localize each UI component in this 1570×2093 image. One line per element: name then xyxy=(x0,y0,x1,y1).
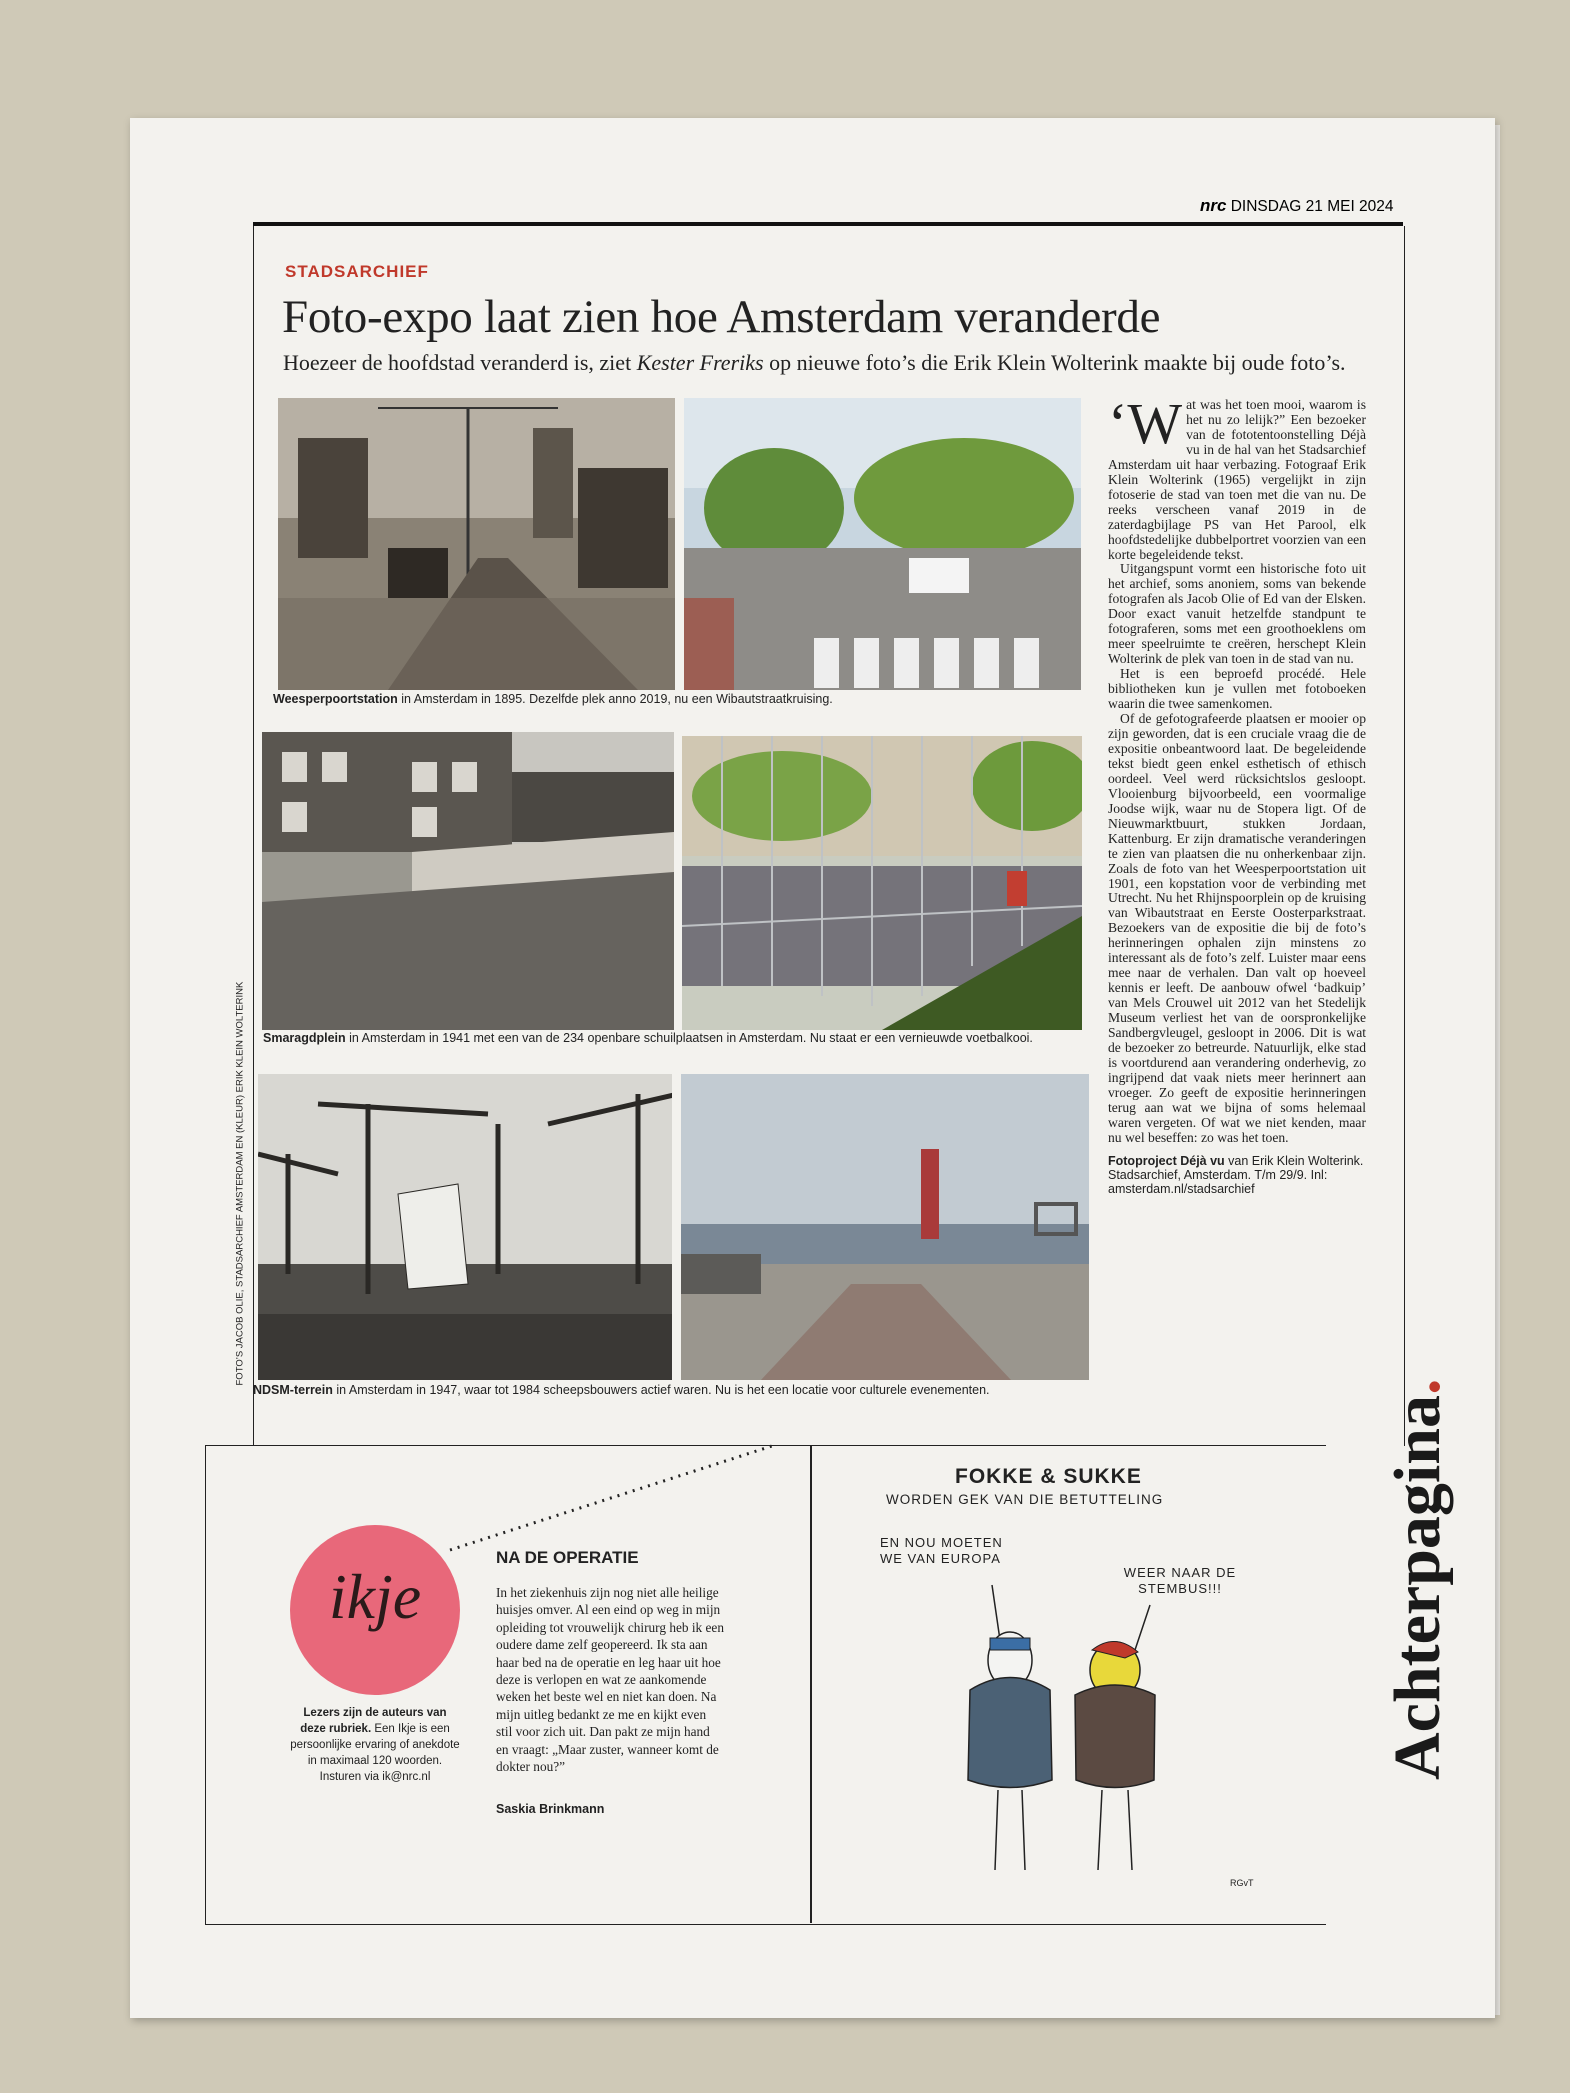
article-footer xyxy=(1108,1154,1366,1196)
masthead xyxy=(1200,196,1394,216)
section-dot: . xyxy=(1381,1378,1454,1396)
caption-2-text: in Amsterdam in 1941 met een van de 234 openbare schuilplaatsen in Amsterdam. Nu staat er een vernieuwde voetbalkooi. xyxy=(345,1031,1033,1045)
article-body xyxy=(1108,391,1366,1196)
body-paragraph-4: Of de gefotografeerde plaatsen er mooier op zijn geworden, dat is een cruciale vraag die de expositie onbeantwoord laat. De begeleidende tekst biedt geen enkel esthetisch of ethisch oordeel. Veel werd rücksichtslos gesloopt. Vlooienburg bijvoorbeeld, een voormalige Joodse wijk, waar nu de Stopera ligt. Of de Nieuwmarktbuurt, stukken Jordaan, Kattenburg. Er zijn dramatische veranderingen te zien van plaatsen die nu onherkenbaar zijn. Zoals de foto van het Weesperpoortstation uit 1901, een kopstation voor de verbinding met Utrecht. Nu het Rhijnspoorplein op de kruising van Wibautstraat en Eerste Oosterparkstraat. Bezoekers van de expositie die bij de foto’s herinneringen ophalen zijn minstens zo interessant als de foto’s zelf. Luister maar eens mee naar de verhalen. Dan valt op hoeveel kennis er leeft. De aanbouw ofwel ‘badkuip’ van Mels Crouwel uit 2012 van het Stedelijk Museum verliest het van de oorspronkelijke Sandbergvleugel, gesloopt in 2006. Dit is wat de bezoeker zo betreurde. Natuurlijk, elke stad is voortdurend aan verandering onderhevig, zo ingrijpend dat vaak niets meer herinnert aan vroeger. Zo geeft de expositie herinneringen terug aan wat we bijna of soms helemaal waren vergeten. Of wat we niet kenden, maar nu wel beseffen: zo was het toen. xyxy=(1108,711,1366,1145)
photo-ndsm-now xyxy=(681,1074,1089,1380)
section-label xyxy=(1380,1380,1460,1780)
dotted-connector xyxy=(440,1440,780,1560)
headline: Foto-expo laat zien hoe Amsterdam veranderde xyxy=(282,291,1161,343)
body-paragraph-1: at was het toen mooi, waarom is het nu zo lelijk?” Een bezoeker van de fototentoonstelling Déjà vu in de hal van het Stadsarchief Amsterdam uit haar verbazing. Fotograaf Erik Klein Wolterink (1965) vergelijkt in zijn fotoserie de stad van toen met die van nu. De reeks verscheen vanaf 2019 in de zaterdagbijlage PS van Het Parool, elk hoofdstedelijke dubbelportret voorzien van een korte begeleidende tekst. xyxy=(1108,397,1366,562)
caption-2-title: Smaragdplein xyxy=(263,1031,346,1045)
caption-1-text: in Amsterdam in 1895. Dezelfde plek anno 2019, nu een Wibautstraatkruising. xyxy=(397,692,833,706)
ikje-logo: ikje xyxy=(328,1561,422,1632)
photo-smaragdplein-1941 xyxy=(262,732,674,1030)
speech-bubble-right: WEER NAAR DE STEMBUS!!! xyxy=(1123,1565,1237,1596)
body-paragraph-2: Uitgangspunt vormt een historische foto uit het archief, soms anoniem, soms van bekende fotografen als Jacob Olie of Ed van der Elsken. Door exact vanuit hetzelfde standpunt te fotograferen, soms met een groothoeklens om meer speelruimte te creëren, herschept Klein Wolterink de plek van toen in de stad van nu. xyxy=(1108,561,1366,667)
photo-credit: FOTO’S JACOB OLIE, STADSARCHIEF AMSTERDAM EN (KLEUR) ERIK KLEIN WOLTERINK xyxy=(234,981,246,1386)
caption-smaragdplein xyxy=(263,1031,1103,1045)
caption-3-text: in Amsterdam in 1947, waar tot 1984 scheepsbouwers actief waren. Nu is het een locatie voor culturele evenementen. xyxy=(332,1383,990,1397)
caption-weesperpoort xyxy=(273,692,1093,706)
photo-smaragdplein-now xyxy=(682,736,1082,1030)
bottom-divider xyxy=(810,1445,812,1923)
intro-author: Kester Freriks xyxy=(636,350,764,375)
comic-signature: RGvT xyxy=(1230,1878,1254,1888)
dropcap: ‘W xyxy=(1108,391,1183,456)
caption-ndsm xyxy=(253,1383,1113,1397)
photo-ndsm-1947 xyxy=(258,1074,672,1380)
comic-illustration xyxy=(940,1570,1200,1890)
caption-3-title: NDSM-terrein xyxy=(253,1383,333,1397)
comic-title: FOKKE & SUKKE xyxy=(955,1465,1142,1488)
ikje-side-bold: Lezers zijn de auteurs van deze rubriek. xyxy=(300,1707,447,1735)
ikje-body: In het ziekenhuis zijn nog niet alle heilige huisjes omver. Al een eind op weg in mijn opleiding tot vrouwelijk chirurg heb ik een oudere dame zelf geopereerd. Ik sta aan haar bed na de operatie en leg haar uit hoe deze is verlopen en wat ze aankomende weken het beste wel en niet kan doen. Na mijn uitleg bedankt ze me en kijkt even stil voor zich uit. Dan pakt ze mijn hand en vraagt: „Maar zuster, wanneer komt de dokter nou?” xyxy=(496,1585,724,1775)
section-label-text: Achterpagina xyxy=(1381,1395,1454,1780)
body-paragraph-3: Het is een beproefd procédé. Hele bibliotheken kun je vullen met fotoboeken waarin die twee samenkomen. xyxy=(1108,666,1366,712)
masthead-date: DINSDAG 21 MEI 2024 xyxy=(1230,198,1394,215)
photo-weesperpoort-1895 xyxy=(278,398,675,690)
ikje-author: Saskia Brinkmann xyxy=(496,1802,605,1816)
rubric: STADSARCHIEF xyxy=(285,262,429,281)
photo-weesperpoort-2019 xyxy=(684,398,1081,690)
speech-bubble-left: EN NOU MOETEN WE VAN EUROPA xyxy=(880,1535,1003,1566)
intro xyxy=(283,350,1346,376)
intro-after: op nieuwe foto’s die Erik Klein Wolterink maakte bij oude foto’s. xyxy=(763,350,1346,375)
ikje-side-text xyxy=(290,1705,460,1785)
footer-title: Fotoproject Déjà vu xyxy=(1108,1153,1225,1168)
ikje-title: NA DE OPERATIE xyxy=(496,1548,639,1567)
ikje-side-normal: Een Ikje is een persoonlijke ervaring of anekdote in maximaal 120 woorden. Insturen via ik@nrc.nl xyxy=(290,1723,460,1783)
masthead-logo: nrc xyxy=(1200,196,1227,215)
footer-text: van Erik Klein Wolterink. Stadsarchief, Amsterdam. T/m 29/9. Inl: amsterdam.nl/stadsarchief xyxy=(1108,1153,1364,1196)
comic-subtitle: WORDEN GEK VAN DIE BETUTTELING xyxy=(886,1492,1164,1507)
caption-1-title: Weesperpoortstation xyxy=(273,692,398,706)
intro-before: Hoezeer de hoofdstad veranderd is, ziet xyxy=(283,350,637,375)
